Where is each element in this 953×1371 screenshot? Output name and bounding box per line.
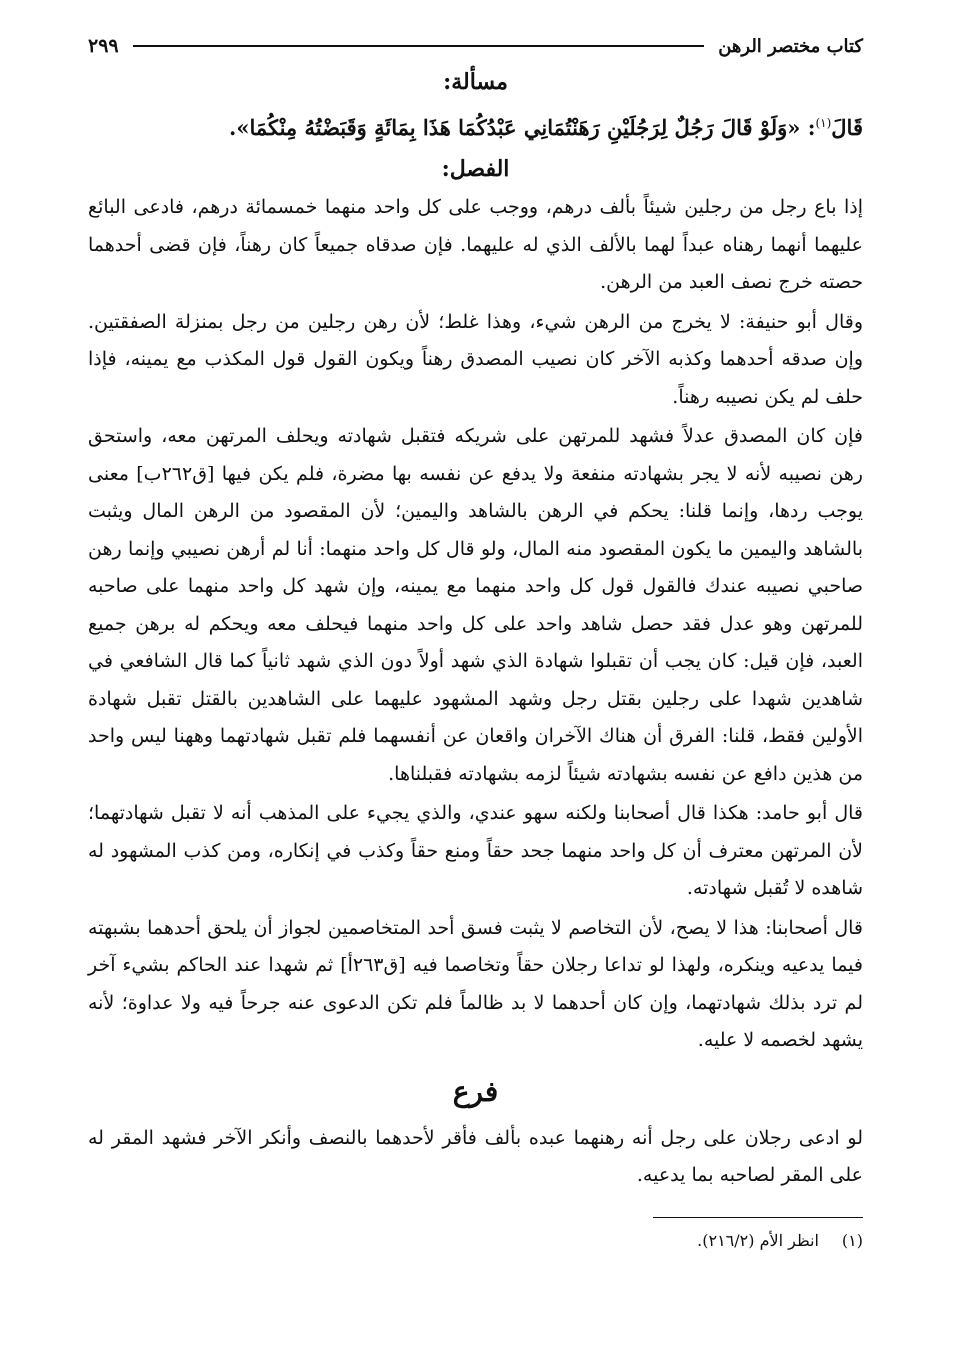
paragraph: إذا باع رجل من رجلين شيئاً بألف درهم، ووجب على كل واحد منهما خمسمائة درهم، فادعى البائع عليهما أنهما رهناه عبداً لهما بالألف الذي له عليهما. فإن صدقاه جميعاً كان رهناً، فإن قضى أحدهما حصته خرج نصف العبد من الرهن. <box>88 196 863 293</box>
paragraph: لو ادعى رجلان على رجل أنه رهنهما عبده بألف فأقر لأحدهما بالنصف وأنكر الآخر فشهد المقر له على المقر لصاحبه بما يدعيه. <box>88 1126 863 1186</box>
footnote <box>88 1224 863 1258</box>
matn-statement <box>88 102 863 149</box>
matn-text: : «وَلَوْ قَالَ رَجُلٌ لِرَجُلَيْنِ رَهَنْتُمَانِي عَبْدُكُمَا هَذَا بِمَائَةٍ وَقَبَضْتُهُ مِنْكُمَا». <box>229 115 816 140</box>
book-page <box>88 30 863 1258</box>
header-rule <box>133 45 705 47</box>
paragraph: قال أبو حامد: هكذا قال أصحابنا ولكنه سهو عندي، والذي يجيء على المذهب أنه لا تقبل شهادتهما؛ لأن المرتهن معترف أن كل واحد منهما جحد حقاً ومنع حقاً وكذب في إنكاره، ومن كذب المشهود له شاهده لا تُقبل شهادته. <box>88 802 863 899</box>
paragraph: وقال أبو حنيفة: لا يخرج من الرهن شيء، وهذا غلط؛ لأن رهن رجلين من رجل بمنزلة الصفقتين. وإن صدقه أحدهما وكذبه الآخر كان نصيب المصدق رهناً ويكون القول قول المكذب مع يمينه، فإذا حلف لم يكن نصيبه رهناً. <box>88 310 863 408</box>
footnote-number: (١) <box>841 1230 863 1250</box>
section-title-fasl: الفصل: <box>441 156 510 182</box>
page-number: ٢٩٩ <box>88 35 119 57</box>
paragraph: فإن كان المصدق عدلاً فشهد للمرتهن على شريكه فتقبل شهادته ويحلف المرتهن معه، واستحق رهن نصيبه لأنه لا يجر بشهادته منفعة ولا يدفع عن نفسه بها مضرة، فلم يكن فيها [ق٢٦٢ب] معنى يوجب ردها، وإنما قلنا: يحكم في الرهن بالشاهد واليمين؛ لأن المقصود من الرهن المال ويثبت بالشاهد واليمين ما يكون المقصود منه المال، ولو قال كل واحد منهما: أنا لم أرهن نصيبي وإنما رهن صاحبي نصيبه عندك فالقول قول كل واحد منهما مع يمينه، وإن شهد كل واحد منهما على صاحبه للمرتهن وهو عدل فقد حصل شاهد واحد على كل واحد منهما فيحلف معه ويحكم له برهن جميع العبد، فإن قيل: كان يجب أن تقبلوا شهادة الذي شهد أولاً دون الذي شهد ثانياً كما قال الشافعي في شاهدين شهدا على رجلين بقتل رجل وشهد المشهود عليهما على الشاهدين بالقتل تقبل شهادة الأولين فقط، قلنا: الفرق أن هناك الآخران واقعان عن أنفسهما فلم تقبل شهادتهما وههنا ليس واحد من هذين دافع عن نفسه بشهادته شيئاً لزمه بشهادته فقبلناها. <box>88 425 863 785</box>
running-header <box>88 30 863 62</box>
paragraph: قال أصحابنا: هذا لا يصح، لأن التخاصم لا يثبت فسق أحد المتخاصمين لجواز أن يلحق أحدهما بشبهته فيما يدعيه وينكره، ولهذا لو تداعا رجلان حقاً وتخاصما فيه [ق٢٦٣أ] ثم شهدا عند الحاكم بشيء آخر لم ترد بذلك شهادتهما، وإن كان أحدهما لا بد ظالماً فلم تكن الدعوى عنه جرحاً فيه ولا عداوة؛ لأنه يشهد لخصمه لا عليه. <box>88 916 863 1051</box>
book-title: كتاب مختصر الرهن <box>718 35 863 57</box>
section-title-masala: مسألة: <box>443 69 508 95</box>
matn-prefix: قَالَ <box>831 115 863 140</box>
footnote-rule <box>653 1217 863 1218</box>
section-title-far: فرع <box>452 1074 499 1108</box>
footnote-text: انظر الأم (٢١٦/٢). <box>697 1230 819 1250</box>
footnote-marker[interactable]: (١) <box>815 116 832 130</box>
